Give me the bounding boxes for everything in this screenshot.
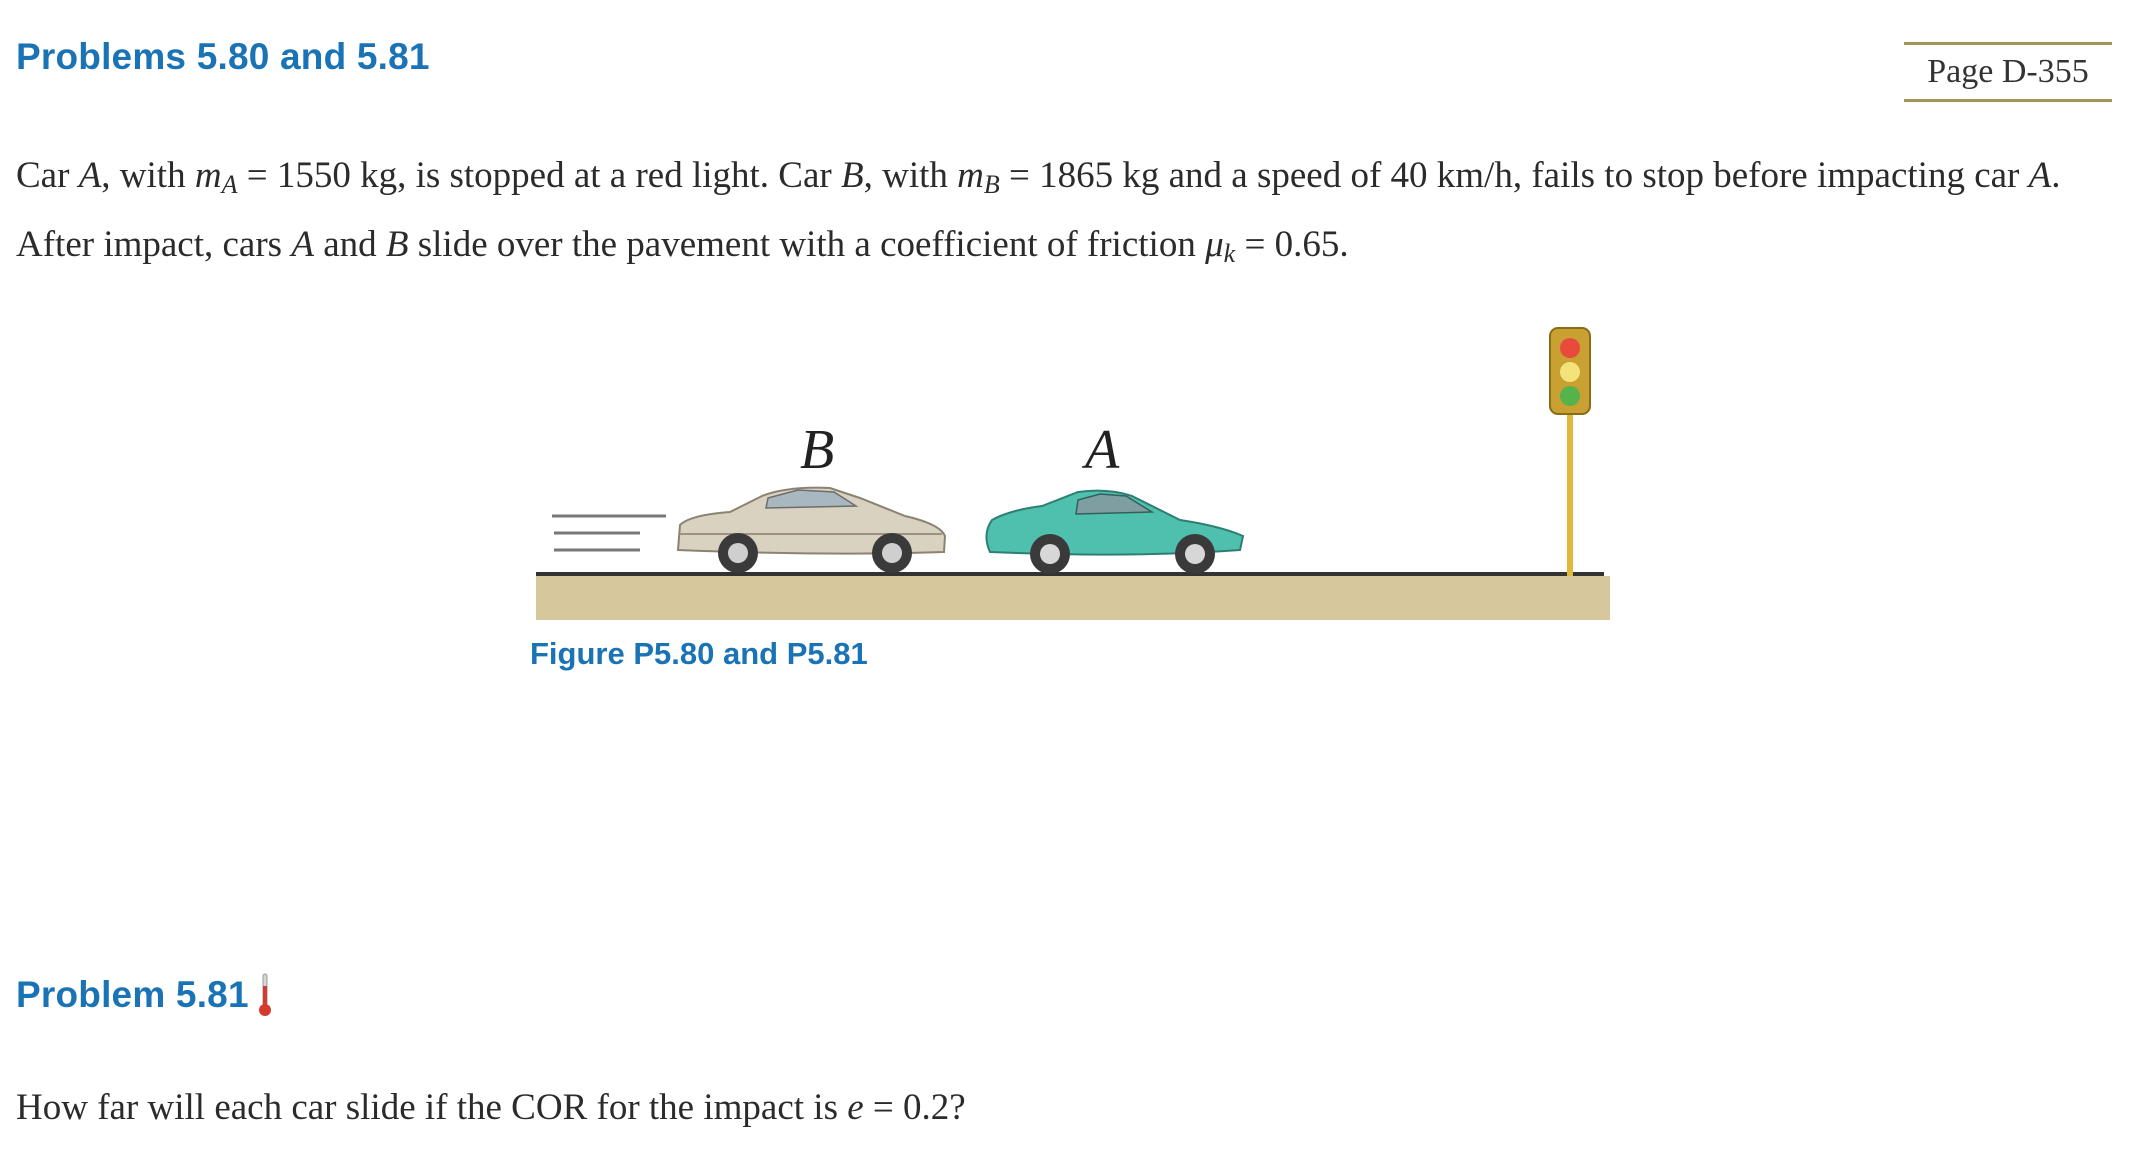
thermometer-icon [257, 972, 273, 1018]
text: . After impact, cars [16, 155, 2061, 265]
subscript-b: B [983, 170, 1000, 199]
problem-title-text: Problem 5.81 [16, 974, 249, 1015]
text: How far will each car slide if the COR for the impact is [16, 1087, 848, 1128]
text: = 0.65. [1235, 224, 1349, 265]
problem-title [16, 972, 273, 1018]
var-car-b: B [840, 155, 864, 196]
road-surface [536, 576, 1610, 620]
problem-statement [16, 146, 2096, 284]
text: = 0.2? [863, 1087, 966, 1128]
text: , with [863, 155, 958, 196]
car-b-icon [678, 488, 945, 573]
car-a-icon [986, 491, 1243, 574]
page-number-label: Page D-355 [1904, 42, 2112, 102]
subscript-a: A [221, 170, 238, 199]
problem-question [16, 1078, 966, 1138]
var-car-a: A [2028, 155, 2052, 196]
text: and [313, 224, 386, 265]
figure-caption: Figure P5.80 and P5.81 [530, 636, 868, 671]
var-car-a: A [291, 224, 314, 265]
var-e: e [847, 1087, 864, 1128]
label-car-a: A [1085, 419, 1120, 481]
label-car-b: B [800, 419, 835, 481]
subscript-k: k [1223, 239, 1236, 268]
var-car-b: B [385, 224, 409, 265]
speed-lines-icon [552, 516, 666, 550]
var-mu: μ [1205, 224, 1224, 265]
var-m: m [957, 155, 984, 196]
page-title: Problems 5.80 and 5.81 [16, 36, 430, 77]
text: , with [101, 155, 195, 196]
text: Car [16, 155, 79, 196]
var-m: m [194, 155, 222, 196]
traffic-light-icon [1550, 328, 1590, 576]
text: = 1550 kg, is stopped at a red light. Car [237, 155, 841, 196]
var-car-a: A [78, 155, 102, 196]
figure-cars-traffic-light [530, 320, 1610, 620]
text: = 1865 kg and a speed of 40 km/h, fails to stop before impacting car [999, 155, 2029, 196]
text: slide over the pavement with a coefficient of friction [408, 224, 1206, 265]
